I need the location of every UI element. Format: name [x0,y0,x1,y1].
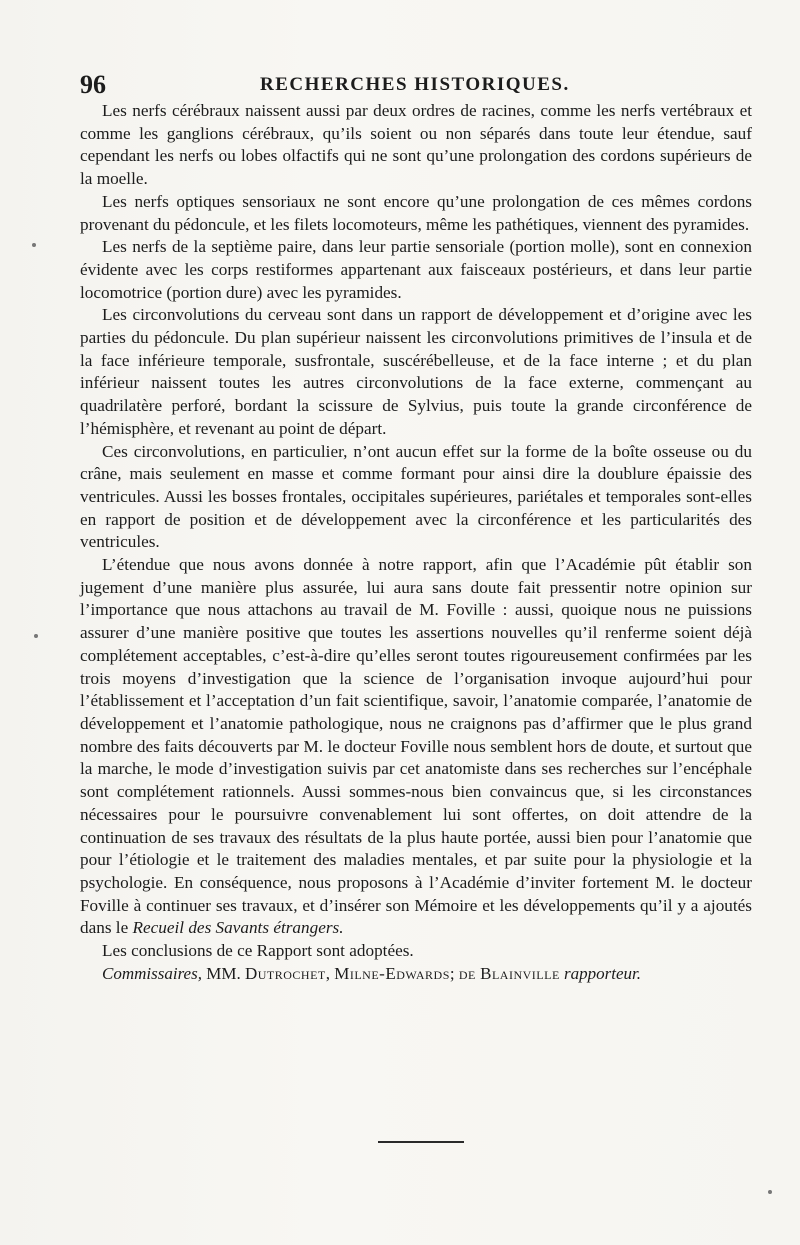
paragraph-nerfs-cerebraux: Les nerfs cérébraux naissent aussi par deux ordres de racines, comme les nerfs vertébraux et comme les ganglions cérébraux, qu’ils soient ou non séparés dans toute leur étendue, sauf cependant les nerfs ou lobes olfactifs qui ne sont qu’une prolongation des cordons supérieurs de la moelle. [80,101,752,189]
paragraph-boite-osseuse: Ces circonvolutions, en particulier, n’ont aucun effet sur la forme de la boîte osseuse ou du crâne, mais seulement en masse et comme formant pour ainsi dire la doublure épaissie des ventricules. Aussi les bosses frontales, occipitales supérieures, pariétales et temporales sont-elles en rapport de position et de développement avec la circonférence et les particularités des ventricules. [80,441,752,552]
commissaire-blainville: Blainville [480,963,560,983]
recueil-title: Recueil des Savants étrangers. [132,918,344,938]
paragraph-etendue-text: L’étendue que nous avons donnée à notre rapport, afin que l’Académie pût établir son jugement d’une manière plus assurée, lui aura sans doute fait pressentir notre opinion sur l’importance que nous attachons au travail de M. Foville : aussi, quoique nous ne puissions assurer d’une manière positive que toutes les assertions nouvelles qu’il renferme soient déjà complétement acceptables, c’est-à-dire qu’elles seront toutes rigoureusement confirmées par les trois moyens d’investigation que la science de l’organisation invoque aujourd’hui pour l’établissement et l’acceptation d’un fait scientifique, savoir, l’anatomie comparée, l’anatomie de développement et l’anatomie pathologique, nous ne craignons pas d’affirmer que le plus grand nombre des faits découverts par M. le docteur Foville nous semblent hors de doute, et surtout que la marche, le mode d’investigation suivis par cet anatomiste dans ses recherches sur l’encéphale sont complétement rationnels. Aussi sommes-nous bien convaincus que, si les circonstances nécessaires pour le poursuivre convenablement lui sont offertes, on doit attendre de la continuation de ses travaux des résultats de la plus haute portée, aussi bien pour l’anatomie que pour l’étiologie et le traitement des maladies mentales, et par suite pour la physiologie et la psychologie. En conséquence, nous proposons à l’Académie d’inviter fortement M. le docteur Foville à continuer ses travaux, et d’insérer son Mémoire et les développements qu’il y a ajoutés dans le [80,555,752,938]
paper-speck [768,1190,772,1194]
paragraph-etendue-rapport [80,554,752,940]
commissaire-milne-edwards: Milne-Edwards [334,963,450,983]
page-header [80,70,750,100]
paragraph-conclusions: Les conclusions de ce Rapport sont adoptées. [102,941,414,961]
rapporteur-label: rapporteur. [564,963,642,983]
paper-speck [34,634,38,638]
commissaires-line: Commissaires, MM. Dutrochet, Milne-Edwards; de Blainville rapporteur. [102,963,642,983]
end-rule [378,1141,464,1143]
paragraph-septieme-paire: Les nerfs de la septième paire, dans leur partie sensoriale (portion molle), sont en connexion évidente avec les corps restiformes appartenant aux faisceaux postérieurs, et dans leur partie locomotrice (portion dure) avec les pyramides. [80,237,752,302]
paragraph-nerfs-optiques: Les nerfs optiques sensoriaux ne sont encore qu’une prolongation de ces mêmes cordons provenant du pédoncule, et les filets locomoteurs, même les pathétiques, viennent des pyramides. [80,191,752,234]
commissaires-label: Commissaires, [102,963,202,983]
paragraph-circonvolutions: Les circonvolutions du cerveau sont dans un rapport de développement et d’origine avec les parties du pédoncule. Du plan supérieur naissent les circonvolutions primitives de l’insula et de la face inférieure temporale, susfrontale, suscérébelleuse, et de la face interne ; et du plan inférieur naissent toutes les autres circonvolutions de la face externe, commençant au quadrilatère perforé, bordant la scissure de Sylvius, puis toute la grande circonférence de l’hémisphère, et revenant au point de départ. [80,305,752,438]
paper-speck [32,243,36,247]
running-head: RECHERCHES HISTORIQUES. [260,74,570,95]
page-number: 96 [80,70,106,99]
de-particle: de [458,963,476,983]
body-text [80,100,752,985]
mm-label: MM. [206,963,241,983]
commissaire-dutrochet: Dutrochet [244,963,326,983]
